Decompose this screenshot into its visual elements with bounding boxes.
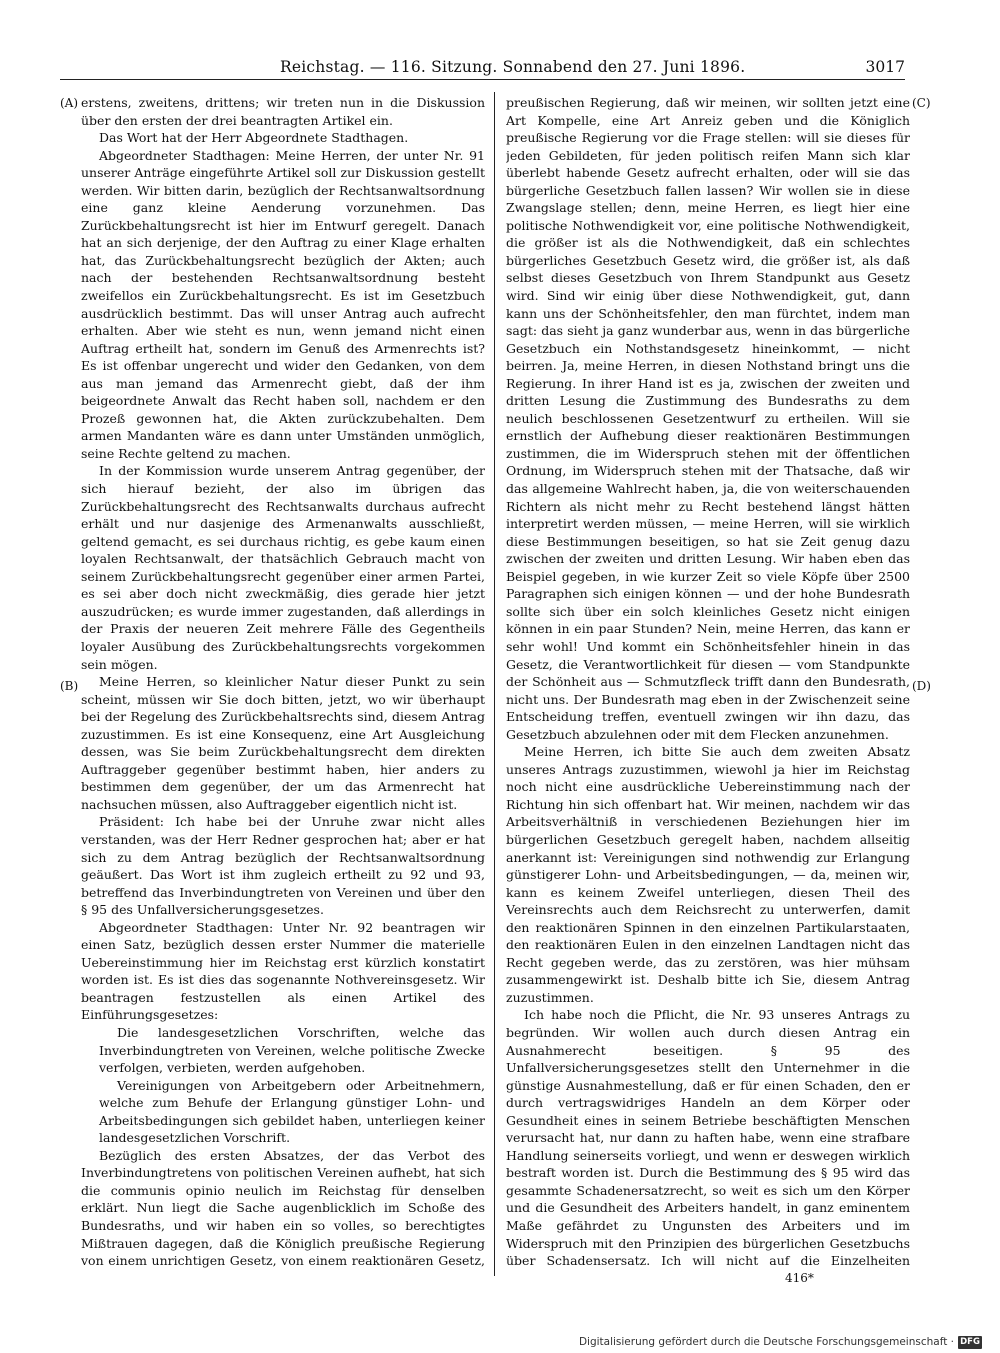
right-column [506, 94, 910, 1272]
footer-text: Digitalisierung gefördert durch die Deutsche Forschungsgemeinschaft · [578, 1336, 954, 1348]
paragraph: Meine Herren, ich bitte Sie auch dem zweiten Absatz unseres Antrags zuzustimmen, wiewohl ja hier im Reichstag noch nicht eine ausdrückliche Uebereinstimmung nach der Richtung hin sich offenbart hat. Wir meinen, nachdem wir das Arbeitsverhältniß in verschiedenen Beziehungen hier im bürgerlichen Gesetzbuch geregelt haben, nachdem allseitig anerkannt ist: Vereinigungen sind nothwendig zur Erlangung günstigerer Lohn- und Arbeitsbedingungen, — da, meinen wir, kann es keinem Zweifel unterliegen, diesen Theil des Vereinsrechts auch dem Reichsrecht zu unterwerfen, damit den reaktionären Spinnen in den einzelnen Partikularstaaten, den reaktionären Eulen in den einzelnen Landtagen nicht das Recht gegeben werde, das zu zerstören, was hier mühsam zusammengewirkt ist. Deshalb bitte ich Sie, diesem Antrag zuzustimmen. [506, 744, 910, 1005]
paragraph: Abgeordneter Stadthagen: Unter Nr. 92 beantragen wir einen Satz, bezüglich dessen erster Nummer die materielle Uebereinstimmung hier im Reichstag erst kürzlich konstatirt worden ist. Es ist dies das sogenannte Nothvereinsgesetz. Wir beantragen festzustellen als einen Artikel des Einführungsgesetzes: [81, 919, 485, 1023]
margin-marker-b: (B) [60, 679, 79, 693]
paragraph: Bezüglich des ersten Absatzes, der das Verbot des Inverbindungtretens von politischen Vereinen aufhebt, hat sich die communis opinio neulich im Reichstag für denselben erklärt. Nun liegt die Sache augenblicklich im Schoße des Bundesraths, und wir haben ein so volles, so berechtigtes Mißtrauen dagegen, daß die Königlich preußische Regierung von einem unrichtigen Gesetz, von einem reaktionären Gesetz, [81, 1147, 485, 1269]
dfg-logo-icon: DFG [958, 1336, 982, 1349]
quoted-paragraph: Die landesgesetzlichen Vorschriften, welche das Inverbindungtreten von Vereinen, welche politische Zwecke verfolgen, verbieten, werden aufgehoben. [99, 1024, 485, 1076]
paragraph: preußischen Regierung, daß wir meinen, wir sollten jetzt eine Art Kompelle, eine Art Anreiz geben und die Königlich preußische Regierung vor die Frage stellen: will sie dieses für jeden Gebildeten, für jeden politisch reifen Mann sich klar überlebt habende Gesetz aufrecht erhalten, oder will sie das bürgerliche Gesetzbuch fallen lassen? Wir wollen sie in diese Zwangslage stellen; denn, meine Herren, es liegt hier eine politische Nothwendigkeit vor, eine politische Nothwendigkeit, die größer ist als die Nothwendigkeit, daß ein schlechtes bürgerliches Gesetzbuch Gesetz wird, die größer ist, als daß selbst dieses Gesetzbuch von Ihrem Standpunkt aus Gesetz wird. Sind wir einig über diese Nothwendigkeit, gut, dann kann uns der Schönheitsfehler, den man fürchtet, indem man sagt: das sieht ja ganz wunderbar aus, wenn in das bürgerliche Gesetzbuch ein Nothstandsgesetz hineinkommt, — nicht beirren. Ja, meine Herren, in diesen Nothstand bringt uns die Regierung. In ihrer Hand ist es ja, zwischen der zweiten und dritten Lesung die Zustimmung des Bundesraths zu dem neulich beschlossenen Gesetzentwurf zu ertheilen. Will sie ernstlich der Aufhebung dieser reaktionären Bestimmungen zustimmen, die im Widerspruch stehen mit der öffentlichen Ordnung, im Widerspruch stehen mit der Thatsache, daß wir das allgemeine Wahlrecht haben, ja, die von weiterschauenden Richtern als nicht mehr zu Recht bestehend längst hätten interpretirt werden müssen, — meine Herren, will sie wirklich diese Bestimmungen beseitigen, so hat sie Zeit genug dazu zwischen der zweiten und dritten Lesung. Wir haben eben das Beispiel gegeben, in wie kurzer Zeit so viele Köpfe über 2500 Paragraphen sich einigen können — und der hohe Bundesrath sollte sich über ein solch kleinliches Gesetz nicht einigen können in ein paar Stunden? Nein, meine Herren, das kann er sehr wohl! Und kommt ein Schönheitsfehler hinein in das Gesetz, die Verantwortlichkeit für diesen — vom Standpunkte der Schönheit aus — Schmutzfleck trifft dann den Bundesrath, nicht uns. Der Bundesrath mag eben in der Zwischenzeit seine Entscheidung treffen, eventuell zwingen wir ihn dazu, das Gesetzbuch abzulehnen oder mit dem Flecken anzunehmen. [506, 95, 910, 742]
page-number: 3017 [865, 58, 905, 76]
paragraph: Abgeordneter Stadthagen: Meine Herren, der unter Nr. 91 unserer Anträge eingeführte Artikel soll zur Diskussion gestellt werden. Wir bitten darin, bezüglich der Rechtsanwaltsordnung eine ganz kleine Aenderung vorzunehmen. Das Zurückbehaltungsrecht ist hier im Entwurf geregelt. Danach hat an sich derjenige, der den Auftrag zu einer Klage erhalten hat, das Zurückbehaltungsrecht bezüglich der Akten; auch nach der bestehenden Rechtsanwaltsordnung besteht zweifellos ein Zurückbehaltungsrecht. Es ist im Gesetzbuch ausdrücklich bestimmt. Das will unser Antrag auch aufrecht erhalten. Aber wie steht es nun, wenn jemand nicht einen Auftrag ertheilt hat, sondern im Genuß des Armenrechts ist? Es ist offenbar ungerecht und wider den Gedanken, von dem aus man jemand das Armenrecht giebt, daß der ihm beigeordnete Anwalt das Recht haben soll, nachdem er den Prozeß gewonnen hat, die Akten zurückzubehalten. Dem armen Mandanten wäre es dann unter Umständen unmöglich, seine Rechte geltend zu machen. [81, 147, 485, 461]
paragraph: erstens, zweitens, drittens; wir treten nun in die Diskussion über den ersten der drei beantragten Artikel ein. [81, 95, 485, 128]
paragraph: In der Kommission wurde unserem Antrag gegenüber, der sich hierauf bezieht, der also im übrigen das Zurückbehaltungsrecht des Rechtsanwalts durchaus aufrecht erhält und nur dasjenige des Armenanwalts ausschließt, geltend gemacht, es sei durchaus richtig, es gebe kaum einen loyalen Rechtsanwalt, der thatsächlich Gebrauch macht von seinem Zurückbehaltungsrecht gegenüber einer armen Partei, es sei aber doch nicht zweckmäßig, dies gerade hier jetzt auszudrücken; es wurde immer zugestanden, daß allerdings in der Praxis der neueren Zeit mehrere Fälle des Gegentheils loyaler Ausübung des Zurückbehaltungsrechts vorgekommen sein mögen. [81, 463, 485, 672]
paragraph: Präsident: Ich habe bei der Unruhe zwar nicht alles verstanden, was der Herr Redner gesprochen hat; aber er hat sich zu dem Antrag bezüglich der Rechtsanwaltsordnung geäußert. Das Wort ist ihm zugleich ertheilt zu 92 und 93, betreffend das Inverbindungtreten von Vereinen und über den § 95 des Unfallversicherungsgesetzes. [81, 814, 485, 918]
signature-mark: 416* [785, 1271, 814, 1285]
margin-marker-a: (A) [60, 96, 79, 110]
paragraph: Das Wort hat der Herr Abgeordnete Stadthagen. [99, 130, 409, 146]
paragraph: Ich habe noch die Pflicht, die Nr. 93 unseres Antrags zu begründen. Wir wollen auch durch diesen Antrag ein Ausnahmerecht beseitigen. § 95 des Unfallversicherungsgesetzes stellt den Unternehmer in die günstige Ausnahmestellung, daß er für einen Schaden, den er durch vertragswidriges Handeln an dem Körper oder Gesundheit eines in seinem Betriebe beschäftigten Menschen verursacht hat, nur dann zu haften habe, wenn eine strafbare Handlung seinerseits vorliegt, und wenn er deswegen wirklich bestraft worden ist. Durch die Bestimmung des § 95 wird das gesammte Schadenersatzrecht, so weit es sich um den Körper und die Gesundheit des Arbeiters handelt, in ganz eminentem Maße gefährdet zu Ungunsten des Arbeiters und im Widerspruch mit den Prinzipien des bürgerlichen Gesetzbuchs über Schadensersatz. Ich will nicht auf die Einzelheiten [506, 1007, 910, 1269]
quoted-paragraph: Vereinigungen von Arbeitgebern oder Arbeitnehmern, welche zum Behufe der Erlangung günstiger Lohn- und Arbeitsbedingungen sich gebildet haben, unterliegen keiner landesgesetzlichen Vorschrift. [99, 1077, 485, 1146]
column-divider [494, 92, 495, 1276]
header-rule [60, 79, 905, 80]
paragraph: Meine Herren, so kleinlicher Natur dieser Punkt zu sein scheint, müssen wir Sie doch bitten, jetzt, wo wir überhaupt bei der Regelung des Zurückbehaltsrechts sind, diesem Antrag zuzustimmen. Es ist eine Konsequenz, eine Art Ausgleichung dessen, was Sie beim Zurückbehaltungsrecht dem direkten Auftraggeber gegenüber bestimmt haben, hier anders zu bestimmen dem gegenüber, der um das Armenrecht hat nachsuchen müssen, also Auftraggeber eigentlich nicht ist. [81, 674, 485, 812]
left-column [81, 94, 485, 1272]
margin-marker-c: (C) [912, 96, 931, 110]
footer [579, 1334, 982, 1350]
running-title: Reichstag. — 116. Sitzung. Sonnabend den 27. Juni 1896. [280, 58, 746, 76]
margin-marker-d: (D) [912, 679, 931, 693]
